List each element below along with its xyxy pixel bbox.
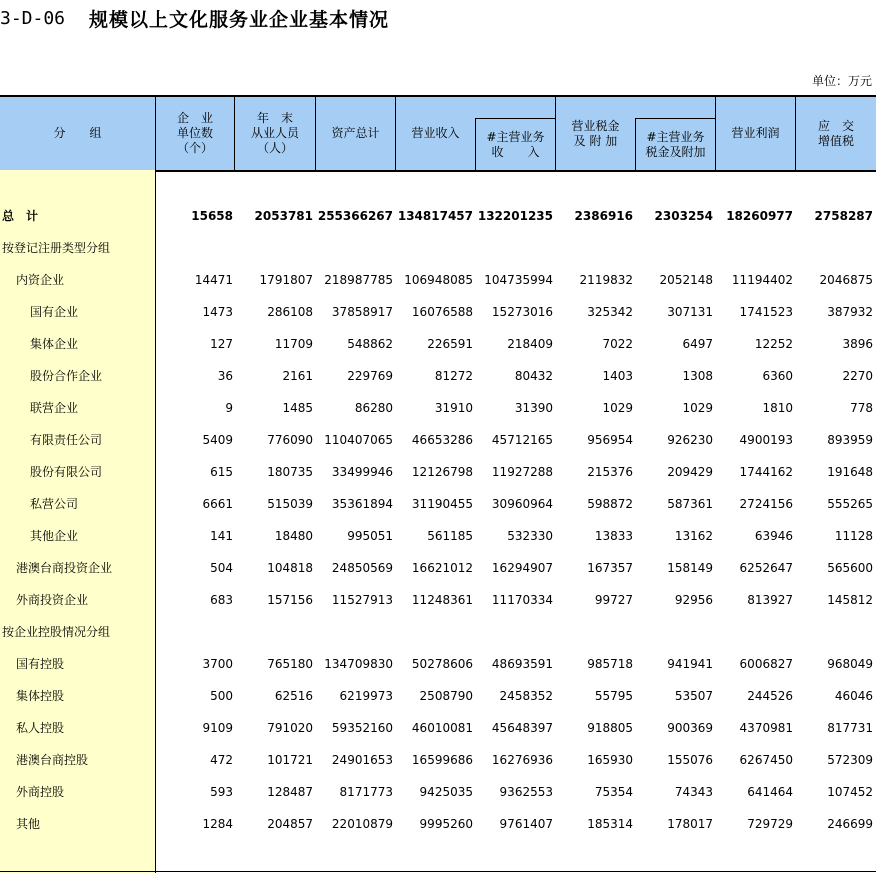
cell-value: 31910 (434, 401, 473, 415)
cell-value: 11709 (274, 337, 313, 351)
cell-value: 50278606 (411, 657, 473, 671)
cell-value: 6497 (682, 337, 713, 351)
cell-value: 387932 (827, 305, 873, 319)
cell-value: 3896 (842, 337, 873, 351)
table-row (0, 526, 876, 546)
table-title: 规模以上文化服务业企业基本情况 (89, 8, 390, 31)
cell-value: 778 (850, 401, 873, 415)
cell-value: 1029 (602, 401, 633, 415)
table-row (0, 750, 876, 770)
row-label: 联营企业 (30, 401, 79, 415)
cell-value: 59352160 (331, 721, 393, 735)
cell-value: 16621012 (411, 561, 473, 575)
cell-value: 1810 (762, 401, 793, 415)
table-header (0, 95, 876, 172)
cell-value: 956954 (587, 433, 633, 447)
table-row (0, 270, 876, 290)
cell-value: 2386916 (574, 209, 633, 223)
cell-value: 615 (210, 465, 233, 479)
cell-value: 18480 (274, 529, 313, 543)
cell-value: 6360 (762, 369, 793, 383)
cell-value: 791020 (267, 721, 313, 735)
cell-value: 16276936 (491, 753, 553, 767)
cell-value: 1741523 (739, 305, 793, 319)
cell-value: 218987785 (324, 273, 393, 287)
row-label: 集体企业 (30, 337, 79, 351)
cell-value: 2053781 (254, 209, 313, 223)
cell-value: 3700 (202, 657, 233, 671)
row-label: 国有控股 (16, 657, 65, 671)
cell-value: 132201235 (477, 209, 553, 223)
cell-value: 37858917 (331, 305, 393, 319)
cell-value: 1791807 (259, 273, 313, 287)
cell-value: 16599686 (411, 753, 473, 767)
cell-value: 12252 (754, 337, 793, 351)
cell-value: 229769 (347, 369, 393, 383)
cell-value: 504 (210, 561, 233, 575)
cell-value: 918805 (587, 721, 633, 735)
cell-value: 683 (210, 593, 233, 607)
cell-value: 22010879 (331, 817, 393, 831)
cell-value: 178017 (667, 817, 713, 831)
cell-value: 995051 (347, 529, 393, 543)
cell-value: 2758287 (814, 209, 873, 223)
cell-value: 4370981 (739, 721, 793, 735)
row-label: 私营公司 (30, 497, 79, 511)
cell-value: 127 (210, 337, 233, 351)
cell-value: 11527913 (331, 593, 393, 607)
cell-value: 587361 (667, 497, 713, 511)
table-row (0, 430, 876, 450)
cell-value: 565600 (827, 561, 873, 575)
cell-value: 776090 (267, 433, 313, 447)
table-row (0, 590, 876, 610)
header-main-revenue: #主营业务 收 入 (486, 129, 545, 159)
cell-value: 817731 (827, 721, 873, 735)
header-enterprises: 企 业 单位数 （个） (176, 111, 213, 155)
cell-value: 46046 (834, 689, 873, 703)
cell-value: 813927 (747, 593, 793, 607)
cell-value: 11248361 (411, 593, 473, 607)
cell-value: 218409 (507, 337, 553, 351)
cell-value: 2724156 (739, 497, 793, 511)
cell-value: 155076 (667, 753, 713, 767)
row-label: 按登记注册类型分组 (2, 241, 111, 255)
header-employees: 年 末 从业人员 （人） (250, 111, 299, 155)
table-row (0, 494, 876, 514)
cell-value: 14471 (194, 273, 233, 287)
cell-value: 1308 (682, 369, 713, 383)
cell-value: 141 (210, 529, 233, 543)
table-row (0, 398, 876, 418)
cell-value: 101721 (267, 753, 313, 767)
table-row (0, 206, 876, 226)
unit-label: 单位：万元 (811, 74, 872, 88)
cell-value: 11128 (834, 529, 873, 543)
cell-value: 8171773 (339, 785, 393, 799)
cell-value: 2046875 (819, 273, 873, 287)
cell-value: 104818 (267, 561, 313, 575)
cell-value: 104735994 (484, 273, 553, 287)
cell-value: 209429 (667, 465, 713, 479)
cell-value: 548862 (347, 337, 393, 351)
cell-value: 30960964 (491, 497, 553, 511)
cell-value: 765180 (267, 657, 313, 671)
row-label: 股份有限公司 (30, 465, 103, 479)
cell-value: 46653286 (411, 433, 473, 447)
cell-value: 53507 (674, 689, 713, 703)
row-label: 股份合作企业 (30, 369, 103, 383)
cell-value: 325342 (587, 305, 633, 319)
cell-value: 215376 (587, 465, 633, 479)
row-label: 内资企业 (16, 273, 65, 287)
table-row (0, 558, 876, 578)
cell-value: 4900193 (739, 433, 793, 447)
cell-value: 2119832 (579, 273, 633, 287)
cell-value: 926230 (667, 433, 713, 447)
header-operating-profit: 营业利润 (731, 126, 780, 140)
cell-value: 6219973 (339, 689, 393, 703)
cell-value: 1485 (282, 401, 313, 415)
cell-value: 11170334 (491, 593, 553, 607)
header-vat-payable: 应 交 增值税 (817, 118, 854, 148)
table-row (0, 654, 876, 674)
cell-value: 15658 (191, 209, 233, 223)
cell-value: 110407065 (324, 433, 393, 447)
cell-value: 106948085 (404, 273, 473, 287)
cell-value: 16294907 (491, 561, 553, 575)
row-label: 国有企业 (30, 305, 79, 319)
cell-value: 33499946 (331, 465, 393, 479)
cell-value: 24901653 (331, 753, 393, 767)
table-row (0, 718, 876, 738)
cell-value: 532330 (507, 529, 553, 543)
row-label: 有限责任公司 (30, 433, 103, 447)
cell-value: 1029 (682, 401, 713, 415)
cell-value: 255366267 (317, 209, 393, 223)
row-label: 私人控股 (16, 721, 65, 735)
header-total-assets: 资产总计 (331, 126, 380, 140)
cell-value: 134709830 (324, 657, 393, 671)
cell-value: 1744162 (739, 465, 793, 479)
cell-value: 157156 (267, 593, 313, 607)
cell-value: 11927288 (491, 465, 553, 479)
cell-value: 75354 (594, 785, 633, 799)
cell-value: 9 (225, 401, 233, 415)
table-row (0, 814, 876, 834)
row-label: 港澳台商投资企业 (16, 561, 113, 575)
cell-value: 81272 (434, 369, 473, 383)
cell-value: 55795 (594, 689, 633, 703)
cell-value: 226591 (427, 337, 473, 351)
table-row (0, 302, 876, 322)
cell-value: 5409 (202, 433, 233, 447)
cell-value: 307131 (667, 305, 713, 319)
cell-value: 593 (210, 785, 233, 799)
cell-value: 134817457 (397, 209, 473, 223)
cell-value: 985718 (587, 657, 633, 671)
cell-value: 7022 (602, 337, 633, 351)
cell-value: 1284 (202, 817, 233, 831)
cell-value: 6006827 (739, 657, 793, 671)
cell-value: 180735 (267, 465, 313, 479)
cell-value: 35361894 (331, 497, 393, 511)
cell-value: 893959 (827, 433, 873, 447)
table-bottom-border (0, 871, 876, 872)
row-label: 外商控股 (16, 785, 65, 799)
table-row (0, 334, 876, 354)
table-row (0, 622, 876, 642)
cell-value: 167357 (587, 561, 633, 575)
header-group: 分 组 (53, 126, 102, 140)
cell-value: 31190455 (411, 497, 473, 511)
cell-value: 472 (210, 753, 233, 767)
cell-value: 2508790 (419, 689, 473, 703)
cell-value: 2270 (842, 369, 873, 383)
cell-value: 128487 (267, 785, 313, 799)
cell-value: 2458352 (499, 689, 553, 703)
cell-value: 6661 (202, 497, 233, 511)
table-row (0, 782, 876, 802)
cell-value: 185314 (587, 817, 633, 831)
cell-value: 48693591 (491, 657, 553, 671)
table-row (0, 366, 876, 386)
cell-value: 204857 (267, 817, 313, 831)
cell-value: 36 (217, 369, 233, 383)
cell-value: 9425035 (419, 785, 473, 799)
cell-value: 246699 (827, 817, 873, 831)
cell-value: 561185 (427, 529, 473, 543)
table-row (0, 686, 876, 706)
cell-value: 1403 (602, 369, 633, 383)
cell-value: 16076588 (411, 305, 473, 319)
row-label: 总 计 (2, 209, 39, 223)
row-label: 集体控股 (16, 689, 65, 703)
cell-value: 45648397 (491, 721, 553, 735)
cell-value: 45712165 (491, 433, 553, 447)
header-main-business-tax: #主营业务 税金及附加 (645, 129, 706, 159)
row-label: 外商投资企业 (16, 593, 89, 607)
cell-value: 13162 (674, 529, 713, 543)
cell-value: 9362553 (499, 785, 553, 799)
cell-value: 107452 (827, 785, 873, 799)
cell-value: 968049 (827, 657, 873, 671)
cell-value: 9109 (202, 721, 233, 735)
cell-value: 158149 (667, 561, 713, 575)
cell-value: 515039 (267, 497, 313, 511)
cell-value: 99727 (594, 593, 633, 607)
cell-value: 941941 (667, 657, 713, 671)
cell-value: 6267450 (739, 753, 793, 767)
cell-value: 11194402 (731, 273, 793, 287)
cell-value: 62516 (274, 689, 313, 703)
cell-value: 24850569 (331, 561, 393, 575)
cell-value: 9995260 (419, 817, 473, 831)
cell-value: 9761407 (499, 817, 553, 831)
row-label: 其他企业 (30, 529, 79, 543)
table-row (0, 462, 876, 482)
cell-value: 165930 (587, 753, 633, 767)
header-revenue: 营业收入 (411, 126, 460, 140)
cell-value: 63946 (754, 529, 793, 543)
cell-value: 18260977 (726, 209, 793, 223)
row-label: 按企业控股情况分组 (2, 625, 111, 639)
row-label: 其他 (16, 817, 41, 831)
row-label: 港澳台商控股 (16, 753, 89, 767)
cell-value: 2303254 (654, 209, 713, 223)
cell-value: 572309 (827, 753, 873, 767)
cell-value: 13833 (594, 529, 633, 543)
cell-value: 86280 (354, 401, 393, 415)
cell-value: 12126798 (411, 465, 473, 479)
cell-value: 92956 (674, 593, 713, 607)
cell-value: 900369 (667, 721, 713, 735)
cell-value: 729729 (747, 817, 793, 831)
cell-value: 244526 (747, 689, 793, 703)
cell-value: 46010081 (411, 721, 473, 735)
cell-value: 598872 (587, 497, 633, 511)
header-business-tax: 营业税金 及 附 加 (571, 118, 620, 148)
page-title (0, 6, 389, 30)
cell-value: 2161 (282, 369, 313, 383)
cell-value: 74343 (674, 785, 713, 799)
cell-value: 555265 (827, 497, 873, 511)
cell-value: 31390 (514, 401, 553, 415)
cell-value: 15273016 (491, 305, 553, 319)
table-row (0, 238, 876, 258)
cell-value: 1473 (202, 305, 233, 319)
cell-value: 145812 (827, 593, 873, 607)
cell-value: 641464 (747, 785, 793, 799)
cell-value: 80432 (514, 369, 553, 383)
table-code: 3-D-06 (0, 7, 66, 29)
cell-value: 500 (210, 689, 233, 703)
cell-value: 191648 (827, 465, 873, 479)
cell-value: 2052148 (659, 273, 713, 287)
cell-value: 286108 (267, 305, 313, 319)
cell-value: 6252647 (739, 561, 793, 575)
